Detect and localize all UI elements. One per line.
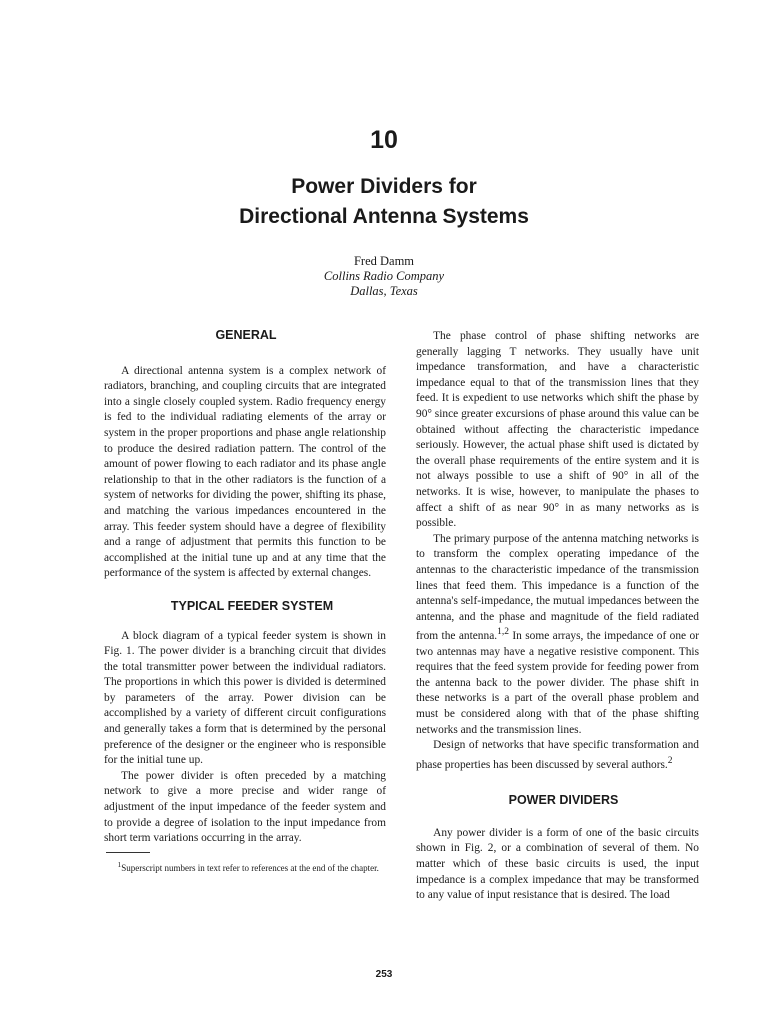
footnote-mark: 1	[117, 859, 122, 869]
footnote-divider	[106, 852, 150, 853]
left-column	[104, 328, 386, 874]
chapter-title-line-1: Power Dividers for	[291, 175, 477, 198]
paragraph-phase-control: The phase control of phase shifting networks are generally lagging T networks. They usually have unit impedance transformation, and have a characteristic impedance equal to that of the transmission lines that they feed. It is expedient to use networks which shift the phase by 90° since greater excursions of phase around this value can be obtained without affecting the characteristic impedance seriously. However, the actual phase shift used is dictated by the overall phase requirements of the entire system and it is not always possible to use a shift of 90° in all of the networks. It is wise, however, to manipulate the phases to affect a shift of as near 90° in as many networks as is possible.	[416, 330, 699, 530]
citation-2: 2	[667, 755, 673, 766]
chapter-title-line-2: Directional Antenna Systems	[239, 205, 529, 228]
section-heading-typical-feeder: TYPICAL FEEDER SYSTEM	[170, 598, 334, 613]
author-block	[0, 254, 768, 299]
paragraph-general-1: A directional antenna system is a complex network of radiators, branching, and coupling circuits that are integrated into a single closely coupled system. Radio frequency energy is fed to the individual radiating elements of the array or system in the proper proportions and phase angle relationship to produce the desired radiation pattern. The control of the amount of power flowing to each radiator and its phase angle relationship to that in the other radiators is the function of a system of networks for dividing the power, shifting its phase, and matching the various impedances encountered in the array. This feeder system should have a degree of flexibility and a range of adjustment that permits this function to be accomplished at the initial tune up and at any time that the performance of the system is affected by external changes.	[104, 364, 386, 580]
footnote-text: Superscript numbers in text refer to references at the end of the chapter.	[121, 862, 379, 873]
paragraph-matching-networks	[416, 532, 699, 739]
page-number: 253	[375, 969, 393, 980]
matching-text-a: The primary purpose of the antenna matching networks is to transform the complex operating impedance of the antennas to the characteristic impedance of the transmission lines that feed them. This impedance is a function of the antenna's self-impedance, the mutual impedances between the antenna, and the phase and magnitude of the field radiated from the antenna.	[416, 532, 699, 643]
author-affiliation: Collins Radio Company	[323, 269, 445, 283]
paragraph-design	[416, 738, 699, 773]
author-name: Fred Damm	[353, 254, 415, 268]
chapter-title	[0, 172, 768, 232]
author-location: Dallas, Texas	[350, 284, 418, 298]
chapter-number: 10	[370, 126, 398, 154]
right-column	[416, 329, 699, 904]
footnote	[104, 859, 386, 874]
section-heading-general: GENERAL	[215, 328, 277, 342]
design-text: Design of networks that have specific transformation and phase properties has been discussed by several authors.	[416, 739, 699, 771]
section-heading-power-dividers: POWER DIVIDERS	[508, 793, 619, 808]
paragraph-feeder-1: A block diagram of a typical feeder system is shown in Fig. 1. The power divider is a branching circuit that divides the total transmitter power between the individual radiators. The proportions in which this power is divided is determined by parameters of the array. Power division can be accomplished by a variety of different circuit configurations and generally takes a form that is determined by the personal preference of the designer or the engineer who is responsible for the initial tune up.	[104, 629, 386, 767]
matching-text-b: In some arrays, the impedance of one or two antennas may have a negative resistive component. This requires that the feed system provide for feeding power from the antenna back to the power divider. The phase shift in these networks is a part of the overall phase problem and must be considered along with that of the phase shifting networks and the transmission lines.	[416, 630, 699, 736]
paragraph-power-dividers-1: Any power divider is a form of one of the basic circuits shown in Fig. 2, or a combination of several of them. No matter which of these basic circuits is used, the input impedance is a complex impedance that may be transformed to any value of input resistance that is desired. The load	[416, 826, 699, 902]
citation-1-2: 1,2	[497, 627, 509, 638]
paragraph-feeder-2: The power divider is often preceded by a matching network to give a more precise and wider range of adjustment of the input impedance of the feeder system and to provide a degree of isolation to the input impedance from short term variations occurring in the array.	[104, 769, 386, 845]
